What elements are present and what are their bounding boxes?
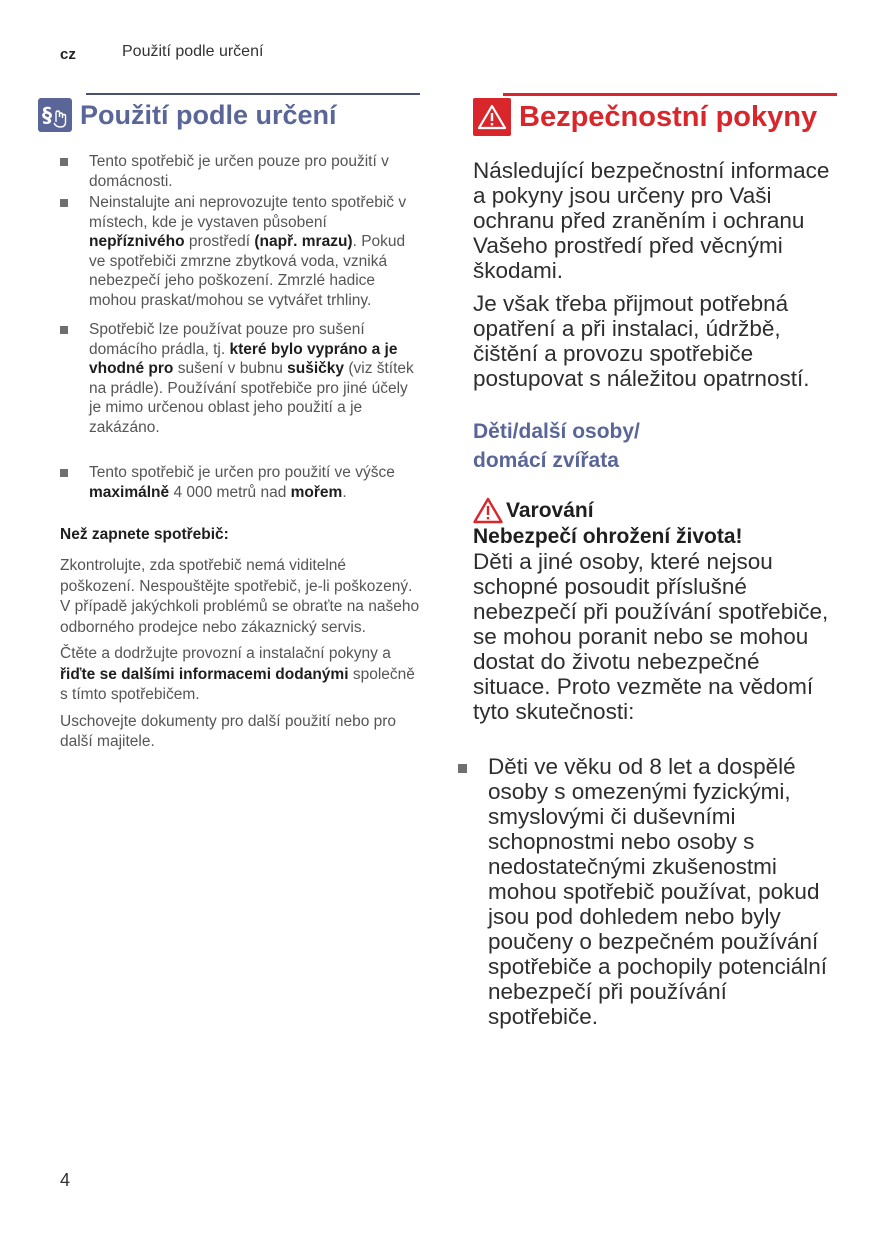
page-number: 4 <box>60 1170 71 1190</box>
safety-title: Bezpečnostní pokyny <box>519 100 818 133</box>
list-item: Tento spotřebič je určen pouze pro použití v domácnosti. <box>60 152 420 191</box>
safety-measures: Je však třeba přijmout potřebná opatření a při instalaci, údržbě, čištění a provozu spotřebiče postupovat s náležitou opatrností. <box>473 291 810 391</box>
bold-text: mořem <box>290 483 343 501</box>
bold-text: (např. mrazu) <box>254 233 353 250</box>
subheading-line-2: domácí zvířata <box>473 449 619 472</box>
left-column <box>42 93 420 753</box>
children-paragraph: Děti a jiné osoby, které nejsou schopné posoudit příslušné nebezpečí při používání spotřebiče, se mohou poranit nebo se mohou dostat do životu nebezpečné situace. Proto vezměte na vědomí tyto skutečnosti: <box>473 549 829 724</box>
warning-triangle-icon <box>473 497 503 524</box>
paragraph-hand-icon <box>38 98 72 132</box>
bold-text: sušičky <box>287 360 345 377</box>
paragraph-read: Čtěte a dodržujte provozní a instalační pokyny a řiďte se dalšími informacemi dodanými společně s tímto spotřebičem. <box>60 645 415 703</box>
list-item: Tento spotřebič je určen pro použití ve výšce maximálně 4 000 metrů nad mořem. <box>60 463 420 502</box>
bold-text: řiďte se dalšími informacemi dodanými <box>60 665 349 683</box>
list-item: Děti ve věku od 8 let a dospělé osoby s omezenými fyzickými, smyslovými či duševními schopnostmi nebo osoby s nedostatečnými zkušenostmi mohou spotřebič používat, pokud jsou pod dohledem nebo byly poučeny o bezpečném používání spotřebiče a pochopily potenciální nebezpečí při používání spotřebiče. <box>473 754 837 1029</box>
warning-label <box>473 497 837 524</box>
section-title: Použití podle určení <box>80 99 337 130</box>
children-subheading <box>473 417 837 475</box>
paragraph-keep: Uschovejte dokumenty pro další použití nebo pro další majitele. <box>60 712 397 750</box>
section-rule-red <box>503 93 837 96</box>
subheading-line-1: Děti/další osoby/ <box>473 420 640 443</box>
usage-list <box>60 152 420 502</box>
section-rule <box>86 93 420 95</box>
svg-text:§: § <box>42 103 52 127</box>
header-title: Použití podle určení <box>122 43 264 60</box>
warning-triangle-icon <box>473 98 511 136</box>
children-list <box>473 754 837 1029</box>
right-column <box>473 93 837 1029</box>
list-item: Neinstalujte ani neprovozujte tento spotřebič v místech, kde je vystaven působení nepříznivého prostředí (např. mrazu). Pokud ve spotřebiči zmrzne zbytková voda, vzniká nebezpečí jeho poškození. Zmrzlé hadice mohou praskat/mohou se vytvářet trhliny. <box>60 193 420 310</box>
safety-heading <box>473 98 837 136</box>
section-heading <box>42 98 420 132</box>
list-item: Spotřebič lze používat pouze pro sušení domácího prádla, tj. které bylo vypráno a je vhodné pro sušení v bubnu sušičky (viz štítek na prádle). Používání spotřebiče pro jiné účely je mimo určenou oblast jeho použití a je zakázáno. <box>60 320 420 437</box>
bold-text: maximálně <box>89 483 170 501</box>
bold-text: které bylo vypráno a je vhodné pro <box>89 340 398 377</box>
safety-intro: Následující bezpečnostní informace a pokyny jsou určeny pro Vaši ochranu před zraněním i ochranu Vašeho prostředí před věcnými škodami. <box>473 158 830 283</box>
warning-text: Varování <box>506 498 594 522</box>
danger-text: Nebezpečí ohrožení života! <box>473 525 743 548</box>
paragraph-check: Zkontrolujte, zda spotřebič nemá viditelné poškození. Nespouštějte spotřebič, je-li poškozený. V případě jakýchkoli problémů se obraťte na našeho odborného prodejce nebo zákaznický servis. <box>60 557 420 636</box>
before-start-heading: Než zapnete spotřebič: <box>60 526 229 543</box>
bold-text: nepříznivého <box>89 233 185 250</box>
header-language: cz <box>60 46 76 63</box>
